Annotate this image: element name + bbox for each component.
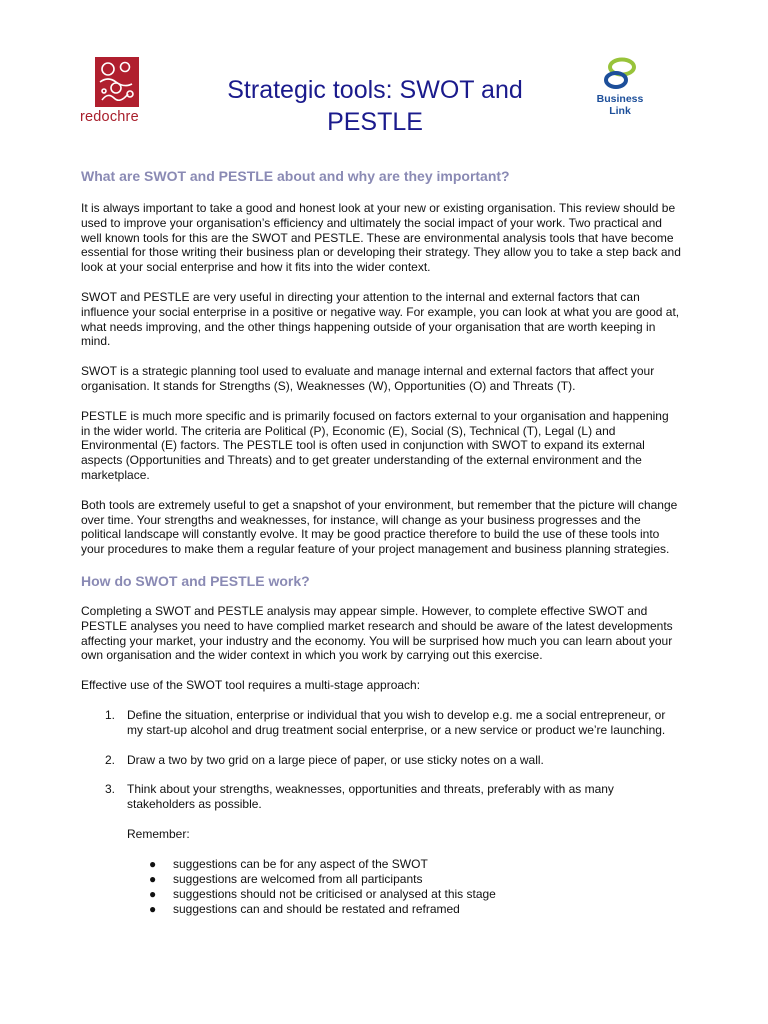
bullet-icon: ● [149,871,157,886]
bullet-text: suggestions should not be criticised or analysed at this stage [173,886,496,901]
business-link-text-2: Link [609,105,631,117]
business-link-rings-icon [600,56,640,92]
document-body [81,166,681,917]
list-text: Draw a two by two grid on a large piece of paper, or use sticky notes on a wall. [127,752,544,767]
section-heading-how: How do SWOT and PESTLE work? [81,572,310,589]
bullet-icon: ● [149,886,157,901]
business-link-logo [594,56,646,116]
bullet-icon: ● [149,856,157,871]
list-text: Think about your strengths, weaknesses, opportunities and threats, preferably with as many stakeholders as possible. [127,782,614,812]
numbered-list-item [81,753,681,768]
redochre-wordmark: redochre [80,109,139,125]
bullet-item [81,902,681,917]
paragraph: PESTLE is much more specific and is primarily focused on factors external to your organisation and happening in the wider world. The criteria are Political (P), Economic (E), Social (S), Technical (T), Legal (L) and Environmental (E) factors. The PESTLE tool is often used in conjunction with SWOT to expand its external aspects (Opportunities and Threats) and to get greater understanding of the external environment and the marketplace. [81,408,669,482]
bullet-list [81,857,681,917]
numbered-list-item [81,782,681,812]
bullet-icon: ● [149,901,157,916]
bullet-item [81,887,681,902]
paragraph: It is always important to take a good and honest look at your new or existing organisation. This review should be used to improve your organisation’s efficiency and ultimately the social impact of your work. Two practical and well known tools for this are the SWOT and PESTLE. These are environmental analysis tools that have become essential for those writing their business plan or developing their strategy. They allow you to take a step back and look at your social enterprise and how it fits into the wider context. [81,201,681,275]
list-number: 1. [105,707,116,722]
paragraph: Completing a SWOT and PESTLE analysis may appear simple. However, to complete effective SWOT and PESTLE analyses you need to have complied market research and should be aware of the latest developments affecting your market, your industry and the economy. You will be surprised how much you can learn about your own organisation and the wider context in which you work by carrying out this exercise. [81,603,673,663]
paragraph: Both tools are extremely useful to get a snapshot of your environment, but remember that the picture will change over time. Your strengths and weaknesses, for instance, will change as your business progresses and the political landscape will constantly evolve. It may be good practice therefore to build the use of these tools into your procedures to make them a regular feature of your project management and business planning strategies. [81,497,678,557]
bullet-text: suggestions can and should be restated and reframed [173,901,460,916]
section-heading-why: What are SWOT and PESTLE about and why are they important? [81,168,510,184]
business-link-text-1: Business [596,93,644,105]
bullet-item [81,872,681,887]
numbered-list-item [81,708,681,738]
bullet-text: suggestions are welcomed from all participants [173,871,423,886]
title-line-1: Strategic tools: SWOT and [227,76,523,104]
redochre-logo [80,56,160,125]
list-number: 2. [105,752,116,767]
list-text: Define the situation, enterprise or individual that you wish to develop e.g. me a social entrepreneur, or my start-up alcohol and drug treatment social enterprise, or a new service or product we’re launching. [127,707,666,737]
redochre-emblem-icon [94,56,140,108]
remember-label: Remember: [127,826,190,841]
page-title [175,74,575,138]
list-number: 3. [105,782,116,797]
paragraph: SWOT is a strategic planning tool used to evaluate and manage internal and external factors that affect your organisation. It stands for Strengths (S), Weaknesses (W), Opportunities (O) and Threats (T). [81,364,655,393]
paragraph: SWOT and PESTLE are very useful in directing your attention to the internal and external factors that can influence your social enterprise in a positive or negative way. For example, you can look at what you are good at, what needs improving, and the other things happening outside of your organisation that are worth keeping in mind. [81,289,680,349]
bullet-text: suggestions can be for any aspect of the SWOT [173,856,428,871]
paragraph: Effective use of the SWOT tool requires a multi-stage approach: [81,678,421,693]
bullet-item [81,857,681,872]
title-line-2: PESTLE [327,108,423,136]
